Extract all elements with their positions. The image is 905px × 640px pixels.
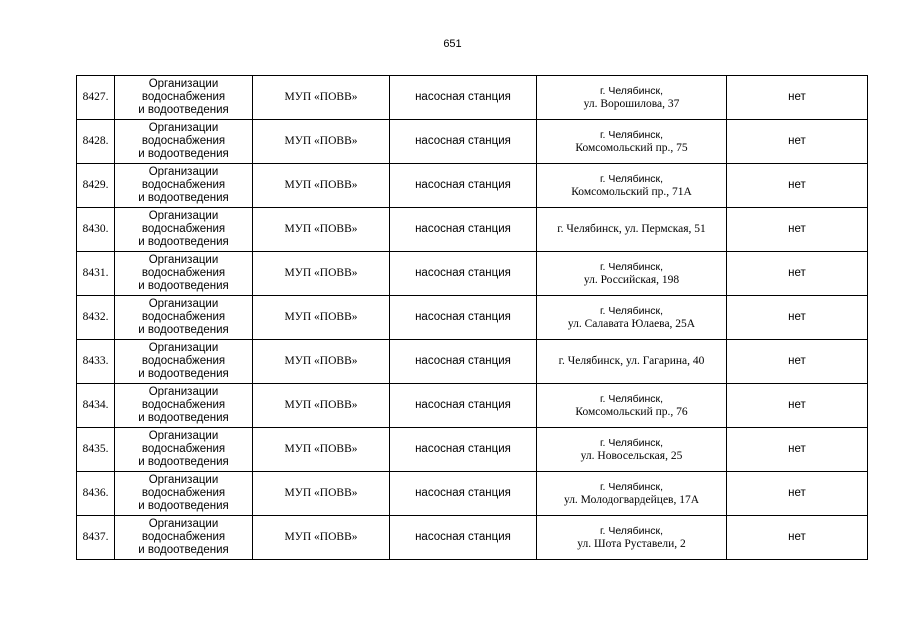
object-type-cell: насосная станция [390, 164, 537, 208]
row-number-cell: 8428. [77, 120, 115, 164]
organization-type-line: водоснабжения [141, 399, 226, 411]
organization-type-line: водоснабжения [141, 355, 226, 367]
flag-cell: нет [727, 516, 868, 560]
address-line: г. Челябинск, [599, 260, 664, 273]
row-number-cell: 8434. [77, 384, 115, 428]
object-type-cell: насосная станция [390, 296, 537, 340]
organization-type-line: Организации [148, 210, 219, 222]
organization-type-line: Организации [148, 430, 219, 442]
row-number-cell: 8436. [77, 472, 115, 516]
address-line: г. Челябинск, [599, 84, 664, 97]
organization-type-line: и водоотведения [138, 368, 229, 380]
flag-cell: нет [727, 340, 868, 384]
address-line: ул. Ворошилова, 37 [583, 97, 680, 110]
row-number-cell: 8433. [77, 340, 115, 384]
address-cell [537, 120, 727, 164]
organization-name-cell: МУП «ПОВВ» [253, 340, 390, 384]
row-number-cell: 8431. [77, 252, 115, 296]
address-line: г. Челябинск, [599, 524, 664, 537]
organization-type-cell [115, 296, 253, 340]
address-cell [537, 164, 727, 208]
organization-type-cell [115, 340, 253, 384]
organization-type-line: и водоотведения [138, 236, 229, 248]
address-cell [537, 252, 727, 296]
address-line: ул. Новосельская, 25 [580, 449, 683, 462]
address-line: ул. Молодогвардейцев, 17А [563, 493, 700, 506]
organization-type-line: Организации [148, 78, 219, 90]
table-row [77, 384, 868, 428]
organization-type-line: Организации [148, 298, 219, 310]
row-number-cell: 8427. [77, 76, 115, 120]
address-line: г. Челябинск, [599, 172, 664, 185]
organization-type-cell [115, 472, 253, 516]
organization-type-cell [115, 384, 253, 428]
organization-type-line: Организации [148, 518, 219, 530]
table-row [77, 76, 868, 120]
table-row [77, 252, 868, 296]
organization-name-cell: МУП «ПОВВ» [253, 252, 390, 296]
organization-type-cell [115, 516, 253, 560]
organization-type-line: и водоотведения [138, 104, 229, 116]
table-row [77, 164, 868, 208]
address-line: Комсомольский пр., 76 [575, 405, 688, 418]
address-line: г. Челябинск, [599, 436, 664, 449]
flag-cell: нет [727, 252, 868, 296]
organization-type-cell [115, 252, 253, 296]
row-number-cell: 8430. [77, 208, 115, 252]
organization-type-line: Организации [148, 386, 219, 398]
organization-type-line: водоснабжения [141, 91, 226, 103]
object-type-cell: насосная станция [390, 76, 537, 120]
table-row [77, 516, 868, 560]
address-cell [537, 516, 727, 560]
organization-name-cell: МУП «ПОВВ» [253, 76, 390, 120]
object-type-cell: насосная станция [390, 120, 537, 164]
object-type-cell: насосная станция [390, 208, 537, 252]
organization-type-cell [115, 76, 253, 120]
organization-type-line: и водоотведения [138, 544, 229, 556]
organization-type-line: Организации [148, 166, 219, 178]
organization-type-line: водоснабжения [141, 311, 226, 323]
address-cell [537, 428, 727, 472]
address-cell [537, 472, 727, 516]
address-cell [537, 208, 727, 252]
object-type-cell: насосная станция [390, 384, 537, 428]
address-line: ул. Российская, 198 [583, 273, 680, 286]
row-number-cell: 8437. [77, 516, 115, 560]
organization-type-line: и водоотведения [138, 280, 229, 292]
organization-type-line: и водоотведения [138, 500, 229, 512]
organization-type-line: и водоотведения [138, 456, 229, 468]
address-line: Комсомольский пр., 75 [575, 141, 688, 154]
address-cell [537, 340, 727, 384]
flag-cell: нет [727, 208, 868, 252]
organization-type-line: Организации [148, 254, 219, 266]
organization-type-line: водоснабжения [141, 135, 226, 147]
organization-name-cell: МУП «ПОВВ» [253, 120, 390, 164]
table-row [77, 428, 868, 472]
organization-type-cell [115, 120, 253, 164]
address-line: г. Челябинск, [599, 392, 664, 405]
object-type-cell: насосная станция [390, 516, 537, 560]
organization-type-cell [115, 428, 253, 472]
flag-cell: нет [727, 164, 868, 208]
flag-cell: нет [727, 76, 868, 120]
address-line: ул. Салавата Юлаева, 25А [567, 317, 696, 330]
organization-type-line: и водоотведения [138, 324, 229, 336]
organization-type-line: и водоотведения [138, 148, 229, 160]
organization-name-cell: МУП «ПОВВ» [253, 472, 390, 516]
row-number-cell: 8429. [77, 164, 115, 208]
address-line: г. Челябинск, [599, 304, 664, 317]
organization-type-line: водоснабжения [141, 267, 226, 279]
page-number: 651 [443, 38, 462, 50]
row-number-cell: 8432. [77, 296, 115, 340]
flag-cell: нет [727, 472, 868, 516]
organization-name-cell: МУП «ПОВВ» [253, 384, 390, 428]
organization-name-cell: МУП «ПОВВ» [253, 208, 390, 252]
address-line: г. Челябинск, [599, 480, 664, 493]
organization-name-cell: МУП «ПОВВ» [253, 164, 390, 208]
organization-type-line: водоснабжения [141, 531, 226, 543]
object-type-cell: насосная станция [390, 340, 537, 384]
organization-name-cell: МУП «ПОВВ» [253, 516, 390, 560]
row-number-cell: 8435. [77, 428, 115, 472]
organization-type-line: Организации [148, 342, 219, 354]
registry-table-body [77, 76, 868, 560]
organization-type-cell [115, 164, 253, 208]
address-cell [537, 76, 727, 120]
address-cell [537, 384, 727, 428]
table-row [77, 296, 868, 340]
organization-type-line: Организации [148, 474, 219, 486]
organization-type-line: водоснабжения [141, 487, 226, 499]
organization-type-line: и водоотведения [138, 192, 229, 204]
object-type-cell: насосная станция [390, 252, 537, 296]
flag-cell: нет [727, 296, 868, 340]
organization-type-line: водоснабжения [141, 179, 226, 191]
organization-type-line: водоснабжения [141, 223, 226, 235]
registry-table [76, 75, 868, 560]
flag-cell: нет [727, 428, 868, 472]
address-cell [537, 296, 727, 340]
organization-name-cell: МУП «ПОВВ» [253, 296, 390, 340]
organization-type-line: и водоотведения [138, 412, 229, 424]
address-line: Комсомольский пр., 71А [571, 185, 692, 198]
organization-type-cell [115, 208, 253, 252]
organization-name-cell: МУП «ПОВВ» [253, 428, 390, 472]
table-row [77, 340, 868, 384]
table-row [77, 472, 868, 516]
object-type-cell: насосная станция [390, 472, 537, 516]
address-line: г. Челябинск, [599, 128, 664, 141]
flag-cell: нет [727, 384, 868, 428]
organization-type-line: Организации [148, 122, 219, 134]
object-type-cell: насосная станция [390, 428, 537, 472]
organization-type-line: водоснабжения [141, 443, 226, 455]
table-row [77, 208, 868, 252]
address-line: г. Челябинск, ул. Гагарина, 40 [558, 355, 705, 367]
address-line: г. Челябинск, ул. Пермская, 51 [557, 223, 706, 235]
flag-cell: нет [727, 120, 868, 164]
table-row [77, 120, 868, 164]
address-line: ул. Шота Руставели, 2 [577, 537, 686, 550]
